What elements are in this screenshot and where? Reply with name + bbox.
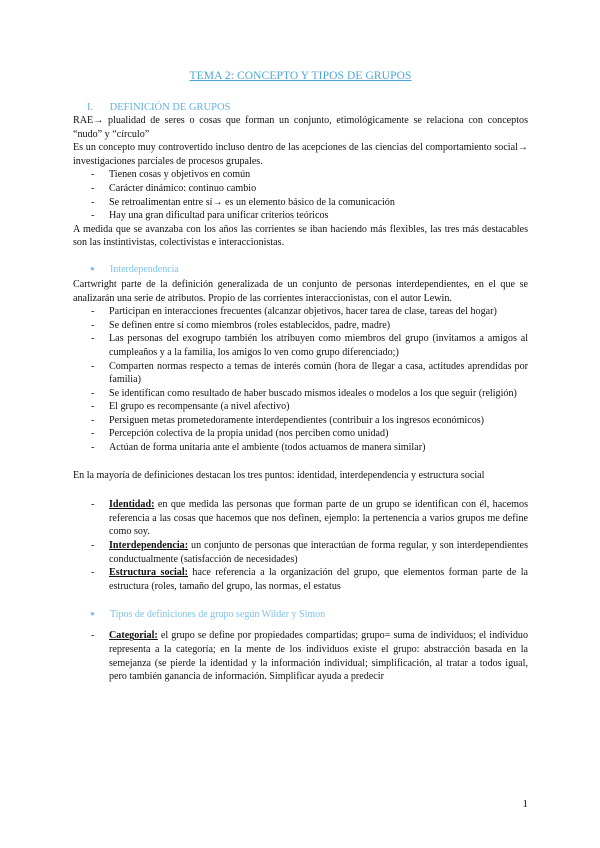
list-tres-puntos: [73, 498, 528, 593]
paragraph-mayoria: En la mayoría de definiciones destacan los tres puntos: identidad, interdependencia y estructura social: [73, 469, 485, 481]
list-atributos: [73, 305, 528, 455]
list-item: - Percepción colectiva de la propia unidad (nos perciben como unidad): [91, 428, 389, 440]
bullet-heading-tipos: ● Tipos de definiciones de grupo según Wilder y Simon: [90, 609, 326, 621]
section-title: DEFINICIÓN DE GRUPOS: [109, 102, 231, 113]
list-item: - Interdependencia: un conjunto de personas que interactúan de forma regular, y son interdependientes conductualmente (satisfacción de necesidades): [91, 540, 528, 565]
paragraph-rae: RAE→ plualidad de seres o cosas que forman un conjunto, etimológicamente se relaciona con conceptos “nudo” y “círculo”: [73, 115, 528, 140]
bullet-icon: ●: [90, 263, 95, 273]
list-item: - Identidad: en que medida las personas que forman parte de un grupo se identifican con él, hacemos referencia a las cosas que hacemos que nos definen, ejemplo: la pertenencia a varios grupos me define como soy.: [91, 499, 528, 538]
list-caracteristicas: [73, 168, 528, 222]
list-item: - Hay una gran dificultad para unificar criterios teóricos: [91, 210, 329, 222]
list-item: - Actúan de forma unitaria ante el ambiente (todos actuamos de manera similar): [91, 442, 426, 454]
section-number: I.: [87, 102, 94, 113]
list-item: - Categorial: el grupo se define por propiedades compartidas; grupo= suma de individuos; el individuo representa a la categoría; en la mente de los individuos existe el grupo: abstracción basada en la semejanza (se pierde la identidad y la información individual; simplificación, al tratar a todos igual, pero también ganancia de información. Simplificar ayuda a predecir: [91, 630, 528, 683]
section-heading: [87, 102, 528, 113]
list-item: - Carácter dinámico: continuo cambio: [91, 182, 257, 194]
bullet-heading-interdependencia: ● Interdependencia: [90, 263, 179, 275]
document-page: [73, 70, 528, 684]
list-item: - Participan en interacciones frecuentes (alcanzar objetivos, hacer tarea de clase, tareas del hogar): [91, 306, 497, 318]
list-tipos: [73, 629, 528, 683]
list-item: - Comparten normas respecto a temas de interés común (hora de llegar a casa, actitudes aprendidas por familia): [91, 360, 528, 386]
paragraph-medida: A medida que se avanzaba con los años las corrientes se iban haciendo más flexibles, las tres más destacables son las instintivistas, colectivistas e interaccionistas.: [73, 223, 528, 249]
list-item: - Se definen entre sí como miembros (roles establecidos, padre, madre): [91, 319, 391, 331]
paragraph-cartwright: Cartwright parte de la definición generalizada de un conjunto de personas interdependientes, en el que se analizarán una serie de atributos. Propio de las corrientes interaccionistas, con el autor Lewin.: [73, 278, 528, 304]
list-item: - El grupo es recompensante (a nivel afectivo): [91, 401, 290, 413]
list-item: - Estructura social: hace referencia a la organización del grupo, que elementos forman parte de la estructura (roles, tamaño del grupo, las normas, el estatus: [91, 567, 529, 592]
page-number: 1: [522, 798, 528, 810]
bullet-icon: ●: [90, 609, 95, 619]
list-item: - Tienen cosas y objetivos en común: [91, 169, 251, 181]
list-item: - Persiguen metas prometedoramente interdependientes (contribuir a los ingresos económicos): [91, 414, 485, 426]
list-item: - Se identifican como resultado de haber buscado mismos ideales o modelos a los que seguir (religión): [91, 387, 517, 399]
page-title: TEMA 2: CONCEPTO Y TIPOS DE GRUPOS: [189, 70, 412, 82]
list-item: - Se retroalimentan entre sí→ es un elemento básico de la comunicación: [91, 196, 395, 208]
paragraph-concepto: Es un concepto muy controvertido incluso dentro de las acepciones de las ciencias del comportamiento social→ investigaciones parciales de procesos grupales.: [73, 142, 528, 167]
list-item: - Las personas del exogrupo también los atribuyen como miembros del grupo (invitamos a amigos al cumpleaños y a la familia, los amigos lo ven como grupo diferenciado;): [91, 333, 528, 358]
